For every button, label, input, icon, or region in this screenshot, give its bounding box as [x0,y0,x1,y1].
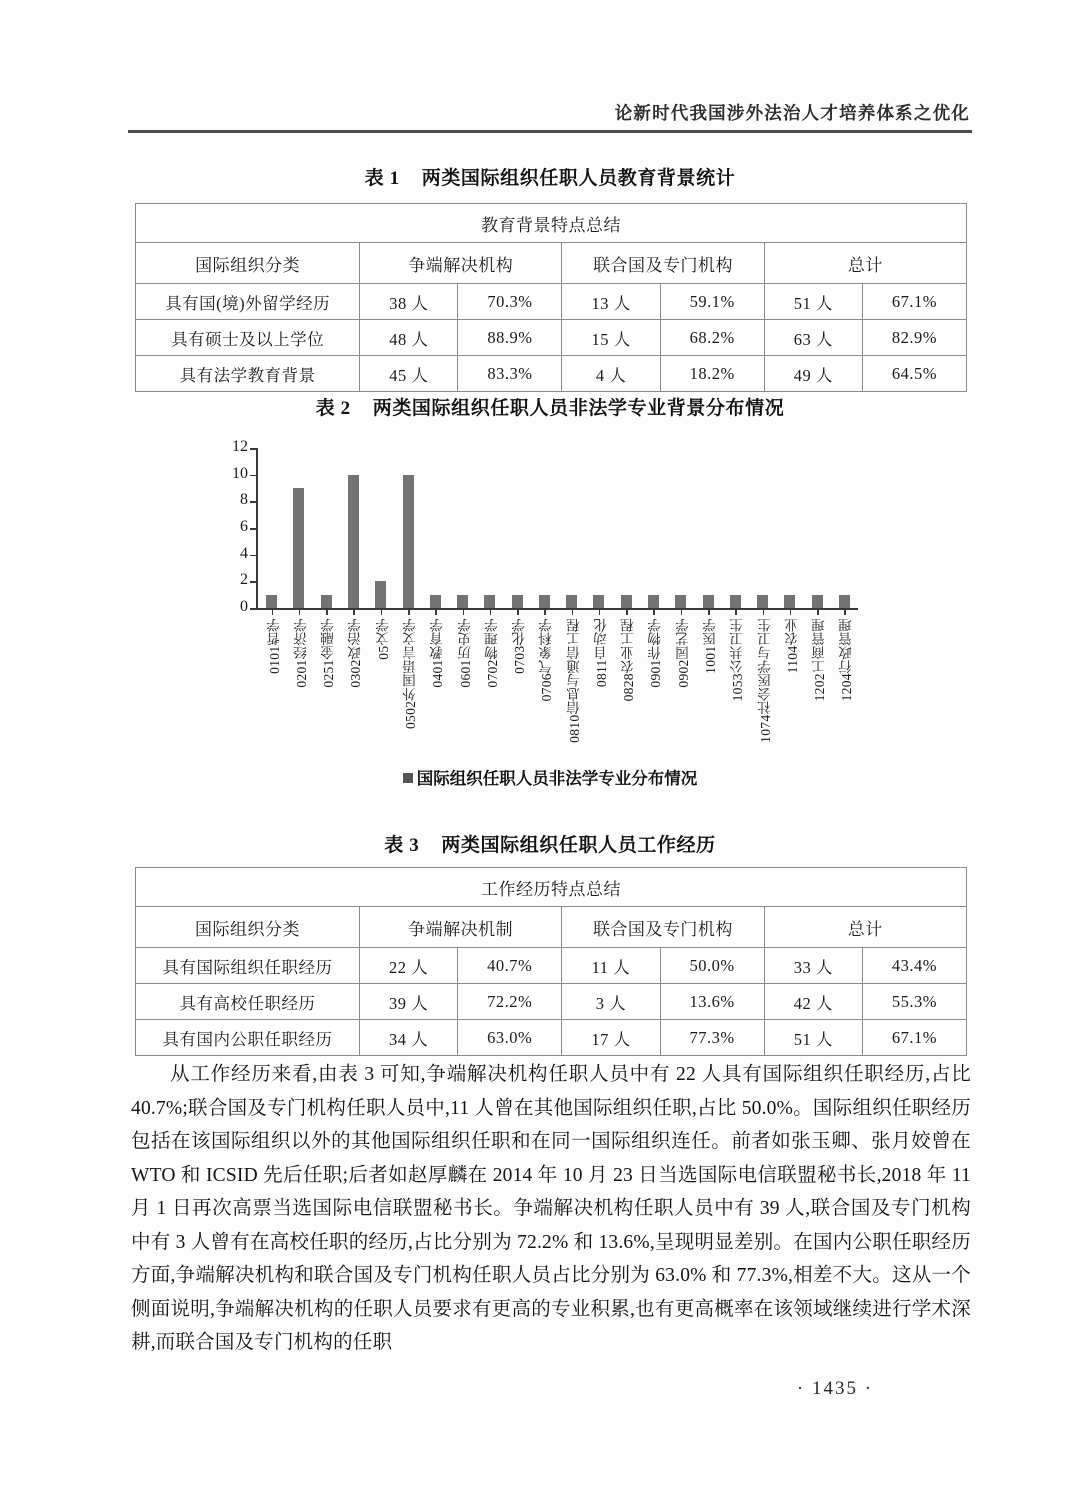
table3-row2-un-pct: 77.3% [660,1020,764,1056]
table1-row2-dispute-count: 45 人 [360,356,458,392]
x-tick [544,610,546,615]
y-tick [250,581,257,583]
x-tick-label: 0601历史学 [457,618,473,688]
table-row [136,948,967,984]
bar [784,595,795,608]
table-row [136,984,967,1020]
bar [403,475,414,608]
x-tick [599,610,601,615]
x-tick [653,610,655,615]
x-tick-label: 0706气象科学 [539,618,555,702]
bar [484,595,495,608]
x-tick [708,610,710,615]
x-tick-label: 1001医学 [703,618,718,674]
bar [457,595,468,608]
x-tick [763,610,765,615]
y-tick [250,608,257,610]
table1-title-cell: 教育背景特点总结 [136,204,967,243]
x-tick [408,610,410,615]
table-row [136,356,967,392]
table1-row0-total-count: 51 人 [764,284,862,320]
x-axis-line [256,608,858,610]
table3-header-total: 总计 [764,907,966,948]
bar [593,595,604,608]
table2-caption [130,393,970,420]
table3-header-dispute: 争端解决机制 [359,907,561,948]
table3-row2-label: 具有国内公职任职经历 [136,1020,360,1056]
bar [566,595,577,608]
table3-title-cell: 工作经历特点总结 [136,868,967,907]
x-tick [463,610,465,615]
x-tick-label: 1074社会医学与卫生 [757,618,773,743]
x-tick-label: 0502外国语言文学 [403,618,418,729]
bar [730,595,741,608]
table-row [136,1020,967,1056]
table3-header-un: 联合国及专门机构 [562,907,764,948]
table3-row1-total-pct: 55.3% [862,984,966,1020]
y-tick-label: 6 [240,518,248,535]
bar [839,595,850,608]
table3-row2-total-count: 51 人 [764,1020,862,1056]
y-tick-label: 10 [232,464,248,482]
table1-row1-un-pct: 68.2% [660,320,764,356]
table3-row0-un-count: 11 人 [562,948,660,984]
table1-row0-un-count: 13 人 [562,284,660,320]
table3-row0-total-count: 33 人 [764,948,862,984]
chart-legend [130,765,970,789]
y-tick [250,528,257,530]
bar [648,595,659,608]
x-tick-label: 0702物理学 [484,618,500,688]
x-tick [517,610,519,615]
table3-row0-un-pct: 50.0% [660,948,764,984]
x-tick-label: 0902园艺学 [675,618,691,688]
y-tick-label: 0 [240,598,248,615]
table1-caption-number: 表 1 [364,168,400,189]
x-tick [681,610,683,615]
bar [621,595,632,608]
x-tick [735,610,737,615]
bar [348,475,359,608]
table1-row2-total-count: 49 人 [764,356,862,392]
x-tick-label: 1104农业 [784,618,800,674]
x-tick-label: 0703化学 [512,618,528,674]
bar [703,595,714,608]
table3-row1-un-count: 3 人 [562,984,660,1020]
table3-header-category: 国际组织分类 [136,907,360,948]
body-paragraph-block [131,1058,971,1360]
table1 [135,203,967,392]
x-tick-label: 1202工商管理 [812,618,828,702]
header-rule [128,130,972,133]
table1-row0-un-pct: 59.1% [660,284,764,320]
x-tick [790,610,792,615]
bar [266,595,277,608]
y-tick-label: 8 [240,491,248,509]
table1-row1-total-count: 63 人 [764,320,862,356]
x-tick [572,610,574,615]
y-tick [250,555,257,557]
bar [430,595,441,608]
table1-row0-label: 具有国(境)外留学经历 [136,284,360,320]
table3-caption-number: 表 3 [384,835,420,856]
bar [375,581,386,608]
table3-title-row [136,868,967,907]
table3-caption [130,830,970,857]
table1-caption-text: 两类国际组织任职人员教育背景统计 [421,168,736,189]
table3-row0-label: 具有国际组织任职经历 [136,948,360,984]
table3-row0-total-pct: 43.4% [862,948,966,984]
table1-header-dispute: 争端解决机构 [360,243,562,284]
table1-header-total: 总计 [764,243,966,284]
x-tick [844,610,846,615]
running-head: 论新时代我国涉外法治人才培养体系之优化 [614,103,970,123]
x-tick-label: 1204行政管理 [839,618,855,702]
table3-row2-un-count: 17 人 [562,1020,660,1056]
chart-plot-area [130,440,970,785]
table1-header-category: 国际组织分类 [136,243,360,284]
table1-row1-dispute-pct: 88.9% [458,320,562,356]
y-tick [250,448,257,450]
table3-row0-dispute-pct: 40.7% [458,948,562,984]
x-tick-label: 0302政治学 [348,618,364,688]
table1-row0-dispute-pct: 70.3% [458,284,562,320]
table1-row0-total-pct: 67.1% [862,284,966,320]
x-tick-label: 0101哲学 [266,618,282,674]
table2-caption-number: 表 2 [315,398,351,419]
x-tick-label: 0251金融学 [321,618,337,688]
bars-layer [258,448,858,608]
bar [512,595,523,608]
x-tick [626,610,628,615]
x-tick [381,610,383,615]
table1-row1-label: 具有硕士及以上学位 [136,320,360,356]
x-tick [817,610,819,615]
x-tick-label: 0810信息与通信工程 [566,618,582,743]
table3-caption-text: 两类国际组织任职人员工作经历 [441,835,716,856]
x-tick [326,610,328,615]
bar [675,595,686,608]
table3 [135,867,967,1056]
table1-header-un: 联合国及专门机构 [562,243,764,284]
table3-row1-dispute-pct: 72.2% [458,984,562,1020]
x-tick-label: 0811自动化 [593,618,609,688]
y-tick [250,475,257,477]
table1-row1-total-pct: 82.9% [862,320,966,356]
table3-row1-un-pct: 13.6% [660,984,764,1020]
table1-row2-un-pct: 18.2% [660,356,764,392]
major-distribution-bar-chart [130,440,970,820]
x-tick-label: 0828农业工程 [621,618,637,702]
body-paragraph: 从工作经历来看,由表 3 可知,争端解决机构任职人员中有 22 人具有国际组织任职经历,占比 40.7%;联合国及专门机构任职人员中,11 人曾在其他国际组织任职,占比 50.0%。国际组织任职经历包括在该国际组织以外的其他国际组织任职和在同一国际组织连任。前者如张玉卿、张月姣曾在 WTO 和 ICSID 先后任职;后者如赵厚麟在 2014 年 10 月 23 日当选国际电信联盟秘书长,2018 年 11 月 1 日再次高票当选国际电信联盟秘书长。争端解决机构任职人员中有 39 人,联合国及专门机构中有 3 人曾有在高校任职的经历,占比分别为 72.2% 和 13.6%,呈现明显差别。在国内公职任职经历方面,争端解决机构和联合国及专门机构任职人员占比分别为 63.0% 和 77.3%,相差不大。这从一个侧面说明,争端解决机构的任职人员要求有更高的专业积累,也有更高概率在该领域继续进行学术深耕,而联合国及专门机构的任职 [131,1064,971,1353]
table1-row1-dispute-count: 48 人 [360,320,458,356]
table1-row2-un-count: 4 人 [562,356,660,392]
bar [757,595,768,608]
bar [539,595,550,608]
y-tick [250,501,257,503]
x-tick [490,610,492,615]
x-tick-label: 1053公共卫生 [730,618,746,702]
table1-title-row [136,204,967,243]
table1-row2-dispute-pct: 83.3% [458,356,562,392]
x-tick-label: 0401教育学 [430,618,446,688]
table3-row1-total-count: 42 人 [764,984,862,1020]
table3-row1-label: 具有高校任职经历 [136,984,360,1020]
x-tick [353,610,355,615]
table1-row0-dispute-count: 38 人 [360,284,458,320]
table1-caption [130,163,970,190]
table1-row2-label: 具有法学教育背景 [136,356,360,392]
table3-row2-total-pct: 67.1% [862,1020,966,1056]
x-tick-label: 0201经济学 [293,618,309,688]
x-tick [299,610,301,615]
y-tick-label: 12 [232,438,248,455]
table1-row1-un-count: 15 人 [562,320,660,356]
table1-header-row [136,243,967,284]
x-tick-label: 0901作物学 [648,618,664,688]
bar [812,595,823,608]
table3-row2-dispute-count: 34 人 [359,1020,457,1056]
table3-row1-dispute-count: 39 人 [359,984,457,1020]
bar [321,595,332,608]
y-tick-label: 4 [240,544,248,562]
page-number: · 1435 · [796,1378,874,1399]
legend-swatch-icon [403,773,413,783]
table3-header-row [136,907,967,948]
table3-row0-dispute-count: 22 人 [359,948,457,984]
x-tick [435,610,437,615]
x-tick [272,610,274,615]
x-tick-label: 05文学 [375,618,391,660]
table2-caption-text: 两类国际组织任职人员非法学专业背景分布情况 [372,398,785,419]
bar [293,488,304,608]
table-row [136,320,967,356]
legend-label: 国际组织任职人员非法学专业分布情况 [416,769,698,788]
table1-row2-total-pct: 64.5% [862,356,966,392]
y-tick-label: 2 [240,571,248,589]
table3-row2-dispute-pct: 63.0% [458,1020,562,1056]
table-row [136,284,967,320]
